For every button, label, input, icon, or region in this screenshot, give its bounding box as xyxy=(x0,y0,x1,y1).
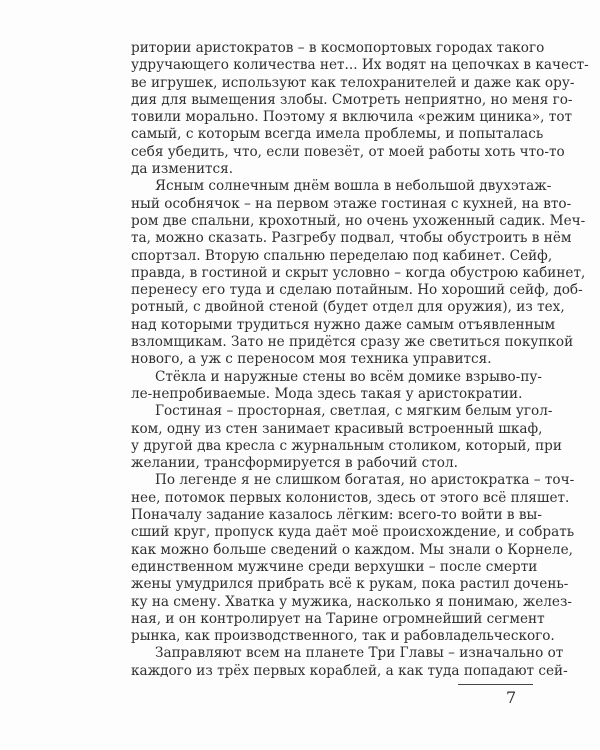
text-line: рынка, как производственного, так и рабовладельческого. xyxy=(131,628,555,645)
text-line: дия для вымещения злобы. Смотреть неприятно, но меня го- xyxy=(131,91,573,108)
paragraph xyxy=(131,368,542,404)
text-line: Поначалу задание казалось лёгким: всего-то войти в вы- xyxy=(131,507,542,524)
text-line: каждого из трёх первых кораблей, а как туда попадают сей- xyxy=(131,662,568,679)
text-line: единственном мужчине среди верхушки – после смерти xyxy=(131,558,538,575)
text-line: себя убедить, что, если повезёт, от моей работы хоть что-то xyxy=(131,143,565,160)
text-line: нее, потомок первых колонистов, здесь от этого всё пляшет. xyxy=(131,489,570,506)
text-line: та, можно сказать. Разгребу подвал, чтобы обустроить в нём xyxy=(131,230,572,247)
text-line: желании, трансформируется в рабочий стол. xyxy=(131,455,458,472)
text-line: Ясным солнечным днём вошла в небольшой двухэтаж- xyxy=(155,178,552,195)
text-line: нового, а уж с переносом моя техника управится. xyxy=(131,351,492,368)
text-line: ком, одну из стен занимает красивый встроенный шкаф, xyxy=(131,420,543,437)
text-line: удручающего количества нет... Их водят на цепочках в качест- xyxy=(131,57,589,74)
paragraph xyxy=(131,472,575,645)
text-line: ле-непробиваемые. Мода здесь такая у аристократии. xyxy=(131,385,523,402)
text-line: ная, и он контролирует на Тарине огромнейший сегмент xyxy=(131,610,545,627)
text-line: правда, в гостиной и скрыт условно – когда обустрою кабинет, xyxy=(131,264,586,281)
text-line: да изменится. xyxy=(131,161,234,178)
text-line: самый, с которым всегда имела проблемы, и попыталась xyxy=(131,126,544,143)
text-line: ротный, с двойной стеной (будет отдел для оружия), из тех, xyxy=(131,299,565,316)
text-line: ве игрушек, используют как телохранителей и даже как ору- xyxy=(131,74,575,91)
text-line: ритории аристократов – в космопортовых городах такого xyxy=(131,40,545,56)
text-line: взломщикам. Зато не придётся сразу же светиться покупкой xyxy=(131,334,574,351)
text-line: у другой два кресла с журнальным столиком, который, при xyxy=(131,437,562,454)
text-line: перенесу его туда и сделаю потайным. Но хороший сейф, доб- xyxy=(131,282,583,299)
text-line: над которыми трудиться нужно даже самым отъявленным xyxy=(131,316,556,333)
text-line: Заправляют всем на планете Три Главы – изначально от xyxy=(155,645,564,662)
paragraph xyxy=(131,40,589,178)
paragraph xyxy=(131,403,562,472)
paragraph xyxy=(131,178,586,368)
text-line: ный особнячок – на первом этаже гостиная с кухней, на вто- xyxy=(131,195,572,212)
page-number: 7 xyxy=(506,688,517,707)
text-line: спортзал. Вторую спальню переделаю под кабинет. Сейф, xyxy=(131,247,553,264)
body-text xyxy=(131,40,589,680)
text-line: как можно больше сведений о каждом. Мы знали о Корнеле, xyxy=(131,541,573,558)
text-line: По легенде я не слишком богатая, но аристократка – точ- xyxy=(155,472,575,489)
text-line: Стёкла и наружные стены во всём домике взрыво-пу- xyxy=(155,368,542,385)
text-line: ку на смену. Хватка у мужика, насколько я понимаю, желез- xyxy=(131,593,572,610)
text-line: товили морально. Поэтому я включила «режим циника», тот xyxy=(131,109,573,126)
text-line: Гостиная – просторная, светлая, с мягким белым угол- xyxy=(155,403,553,420)
text-line: ром две спальни, крохотный, но очень ухоженный садик. Меч- xyxy=(131,212,586,229)
footer-rule xyxy=(458,684,533,685)
paragraph xyxy=(131,645,568,680)
text-line: сший круг, пропуск куда даёт моё происхождение, и собрать xyxy=(131,524,575,541)
text-line: жены умудрился прибрать всё к рукам, пока растил дочень- xyxy=(131,576,569,593)
